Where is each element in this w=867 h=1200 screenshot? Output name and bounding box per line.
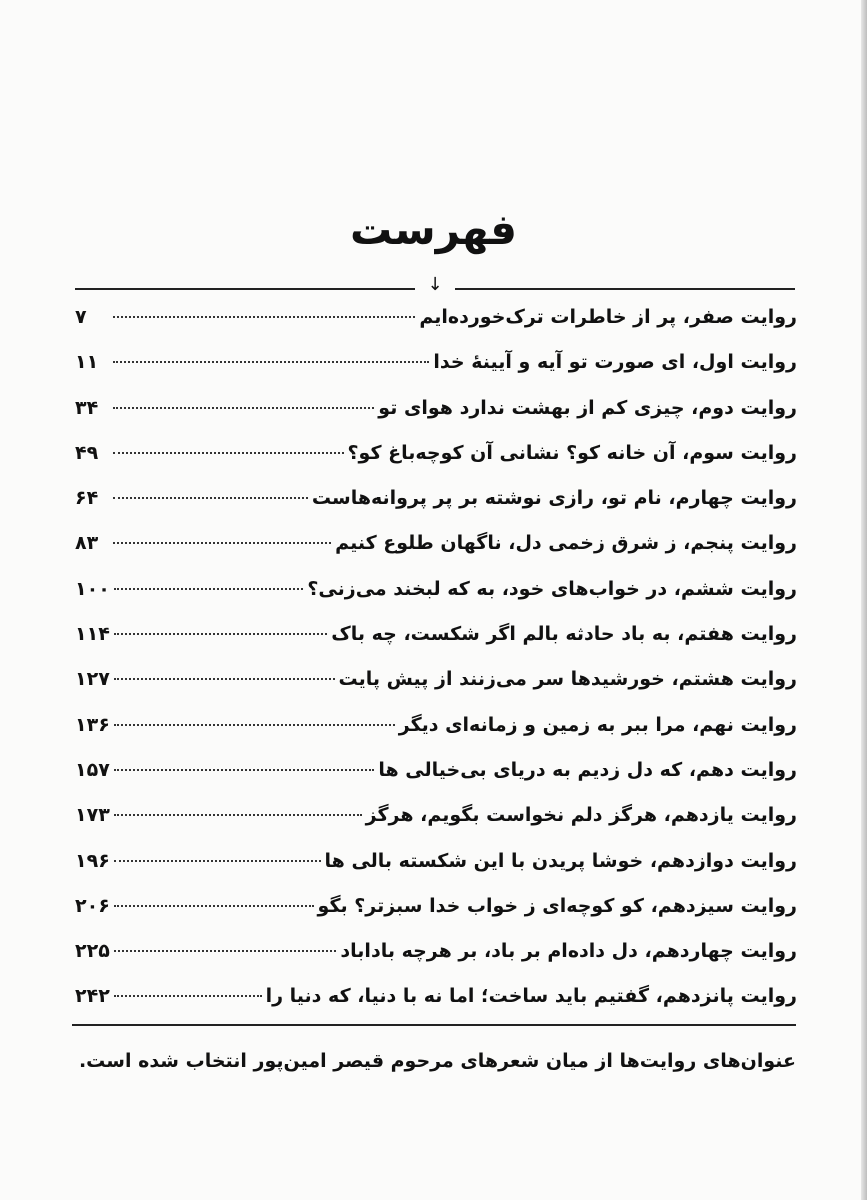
toc-leader-dots	[114, 860, 321, 862]
page-edge-shadow	[861, 0, 867, 1200]
toc-entry-title: روایت چهاردهم، دل داده‌ام بر باد، بر هرچه باداباد	[340, 940, 797, 963]
toc-entry	[75, 623, 797, 668]
toc-leader-dots	[114, 814, 362, 816]
toc-entry-title: روایت پانزدهم، گفتیم باید ساخت؛ اما نه با دنیا، که دنیا را	[265, 985, 797, 1008]
toc-entry-title: روایت ششم، در خواب‌های خود، به که لبخند می‌زنی؟	[307, 577, 797, 600]
toc-entry	[75, 442, 797, 487]
toc-entry-title: روایت چهارم، نام تو، رازی نوشته بر پر پروانه‌هاست	[311, 487, 797, 510]
toc-leader-dots	[114, 769, 375, 771]
toc-leader-dots	[113, 452, 344, 454]
toc-page-number: ۶۴	[75, 487, 99, 510]
toc-page-number: ۱۲۷	[75, 668, 110, 691]
title-divider	[75, 274, 795, 296]
toc-entry-title: روایت نهم، مرا ببر به زمین و زمانه‌ای دیگر	[398, 713, 797, 736]
toc-leader-dots	[114, 588, 304, 590]
toc-entry	[75, 714, 797, 759]
toc-leader-dots	[113, 542, 331, 544]
toc-entry-title: روایت دهم، که دل زدیم به دریای بی‌خیالی ها	[378, 758, 797, 781]
toc-entry-title: روایت سیزدهم، کو کوچه‌ای ز خواب خدا سبزتر؟ بگو	[317, 894, 797, 917]
toc-page-number: ۳۴	[75, 396, 99, 419]
toc-page-number: ۱۷۳	[75, 804, 110, 827]
toc-page-number: ۴۹	[75, 441, 99, 464]
toc-page-number: ۱۱	[75, 351, 99, 374]
toc-page-number: ۱۹۶	[75, 849, 110, 872]
toc-page-number: ۷	[75, 306, 87, 328]
toc-entry-title: روایت دوم، چیزی کم از بهشت ندارد هوای تو	[378, 396, 797, 419]
toc-entry-title: روایت هفتم، به باد حادثه بالم اگر شکست، چه باک	[331, 623, 797, 646]
toc-entry	[75, 532, 797, 577]
toc-entry-title: روایت سوم، آن خانه کو؟ نشانی آن کوچه‌باغ کو؟	[347, 441, 797, 464]
toc-entry	[75, 578, 797, 623]
toc-entry-title: روایت پنجم، ز شرق زخمی دل، ناگهان طلوع کنیم	[335, 532, 797, 555]
toc-entry	[75, 351, 797, 396]
toc-entry-title: روایت دوازدهم، خوشا پریدن با این شکسته بالی ها	[324, 849, 797, 872]
toc-page-number: ۲۴۲	[75, 985, 110, 1008]
toc-leader-dots	[113, 497, 308, 499]
divider-line-right	[455, 288, 795, 290]
table-of-contents	[75, 306, 797, 1031]
toc-leader-dots	[114, 633, 328, 635]
toc-leader-dots	[114, 724, 395, 726]
toc-entry	[75, 668, 797, 713]
toc-page-number: ۲۰۶	[75, 894, 110, 917]
toc-leader-dots	[113, 316, 415, 318]
toc-entry-title: روایت هشتم، خورشیدها سر می‌زنند از پیش پایت	[338, 668, 797, 691]
toc-entry	[75, 850, 797, 895]
toc-leader-dots	[113, 361, 429, 363]
toc-entry	[75, 895, 797, 940]
toc-leader-dots	[114, 950, 337, 952]
toc-entry-title: روایت اول، ای صورت تو آیه و آیینهٔ خدا	[433, 351, 797, 374]
toc-page-number: ۱۵۷	[75, 758, 110, 781]
toc-page-number: ۸۳	[75, 532, 99, 555]
toc-page-number: ۱۰۰	[75, 577, 110, 600]
toc-entry	[75, 397, 797, 442]
toc-page-number: ۱۳۶	[75, 713, 110, 736]
footnote-rule	[72, 1024, 796, 1026]
toc-leader-dots	[114, 905, 314, 907]
toc-leader-dots	[113, 407, 374, 409]
toc-leader-dots	[114, 678, 335, 680]
toc-entry	[75, 940, 797, 985]
footnote: عنوان‌های روایت‌ها از میان شعرهای مرحوم قیصر امین‌پور انتخاب شده است.	[78, 1050, 796, 1072]
down-arrow-icon: ↓	[427, 274, 443, 295]
toc-page-number: ۱۱۴	[75, 623, 110, 646]
toc-page-number: ۲۲۵	[75, 940, 110, 963]
toc-entry	[75, 804, 797, 849]
toc-leader-dots	[114, 995, 262, 997]
divider-line-left	[75, 288, 415, 290]
toc-entry	[75, 306, 797, 351]
toc-entry-title: روایت صفر، پر از خاطرات ترک‌خورده‌ایم	[419, 306, 797, 328]
toc-entry-title: روایت یازدهم، هرگز دلم نخواست بگویم، هرگز	[365, 804, 797, 827]
toc-entry	[75, 487, 797, 532]
page-title: فهرست	[349, 205, 518, 254]
toc-entry	[75, 759, 797, 804]
